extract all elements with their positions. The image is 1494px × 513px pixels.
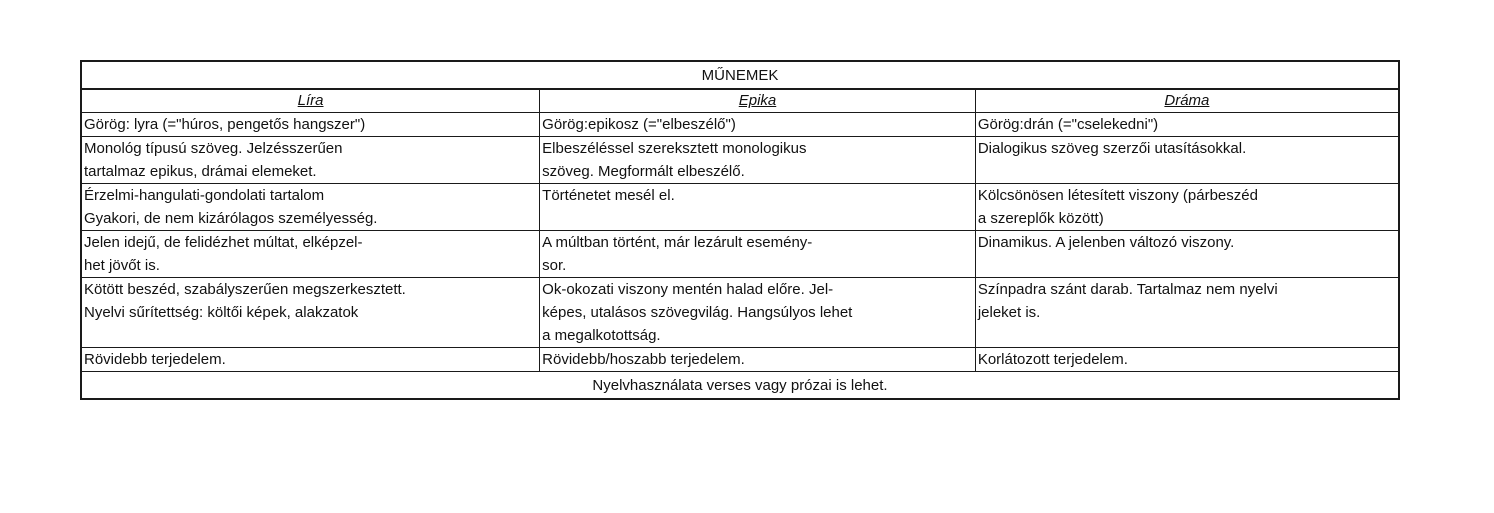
cell-text-line: Kölcsönösen létesített viszony (párbeszéd [977, 187, 1258, 204]
cell-text-line: Elbeszéléssel szereksztett monologikus [542, 140, 807, 157]
cell-text-line: Történetet mesél el. [542, 187, 675, 204]
table-cell-drama [975, 184, 1399, 231]
table-cell-epika [540, 231, 976, 278]
table-cell-drama [975, 113, 1399, 137]
table-cell-epika [540, 184, 976, 231]
column-header-epika: Epika [540, 89, 976, 113]
cell-text-line: Görög: lyra (="húros, pengetős hangszer") [84, 116, 366, 133]
table-row [81, 278, 1399, 348]
cell-text-line: képes, utalásos szövegvilág. Hangsúlyos lehet [542, 304, 853, 321]
column-header-drama: Dráma [975, 89, 1399, 113]
table-body [81, 113, 1399, 372]
cell-text-line: Nyelvi sűrítettség: költői képek, alakzatok [84, 304, 359, 321]
table-cell-lira [81, 278, 540, 348]
table-cell-lira [81, 348, 540, 372]
table-footer-note: Nyelvhasználata verses vagy prózai is lehet. [81, 372, 1399, 400]
table-cell-drama [975, 137, 1399, 184]
table-row [81, 137, 1399, 184]
table-cell-epika [540, 278, 976, 348]
table-cell-drama [975, 231, 1399, 278]
table-row [81, 113, 1399, 137]
cell-text-line: szöveg. Megformált elbeszélő. [542, 163, 745, 180]
cell-text-line: Kötött beszéd, szabályszerűen megszerkesztett. [84, 281, 406, 298]
cell-text-line: Rövidebb/hoszabb terjedelem. [542, 351, 745, 368]
cell-text-line: Korlátozott terjedelem. [977, 351, 1128, 368]
cell-text-line: Jelen idejű, de felidézhet múltat, elképzel- [84, 234, 363, 251]
table-cell-lira [81, 113, 540, 137]
munemek-table [80, 60, 1400, 400]
table-cell-lira [81, 184, 540, 231]
cell-text-line: Színpadra szánt darab. Tartalmaz nem nyelvi [977, 281, 1278, 298]
table-cell-epika [540, 348, 976, 372]
cell-text-line: Görög:epikosz (="elbeszélő") [542, 116, 736, 133]
table-cell-lira [81, 231, 540, 278]
cell-text-line: Rövidebb terjedelem. [84, 351, 226, 368]
column-header-lira: Líra [81, 89, 540, 113]
cell-text-line: a szereplők között) [977, 210, 1104, 227]
cell-text-line: tartalmaz epikus, drámai elemeket. [84, 163, 317, 180]
title-row [81, 61, 1399, 89]
cell-text-line: jeleket is. [977, 304, 1041, 321]
cell-text-line: Monológ típusú szöveg. Jelzésszerűen [84, 140, 343, 157]
table-cell-drama [975, 278, 1399, 348]
cell-text-line: Dinamikus. A jelenben változó viszony. [977, 234, 1235, 251]
cell-text-line: Görög:drán (="cselekedni") [977, 116, 1159, 133]
cell-text-line: Érzelmi-hangulati-gondolati tartalom [84, 187, 325, 204]
table-cell-epika [540, 113, 976, 137]
table-row [81, 231, 1399, 278]
cell-text-line: Gyakori, de nem kizárólagos személyesség. [84, 210, 378, 227]
cell-text-line: A múltban történt, már lezárult esemény- [542, 234, 813, 251]
cell-text-line: het jövőt is. [84, 257, 160, 274]
table-title: MŰNEMEK [81, 61, 1399, 89]
header-row [81, 89, 1399, 113]
cell-text-line: Dialogikus szöveg szerzői utasításokkal. [977, 140, 1247, 157]
footer-row [81, 372, 1399, 400]
table-cell-epika [540, 137, 976, 184]
table-row [81, 184, 1399, 231]
table-cell-drama [975, 348, 1399, 372]
table-row [81, 348, 1399, 372]
cell-text-line: Ok-okozati viszony mentén halad előre. Jel- [542, 281, 834, 298]
cell-text-line: sor. [542, 257, 567, 274]
table-cell-lira [81, 137, 540, 184]
cell-text-line: a megalkotottság. [542, 327, 661, 344]
